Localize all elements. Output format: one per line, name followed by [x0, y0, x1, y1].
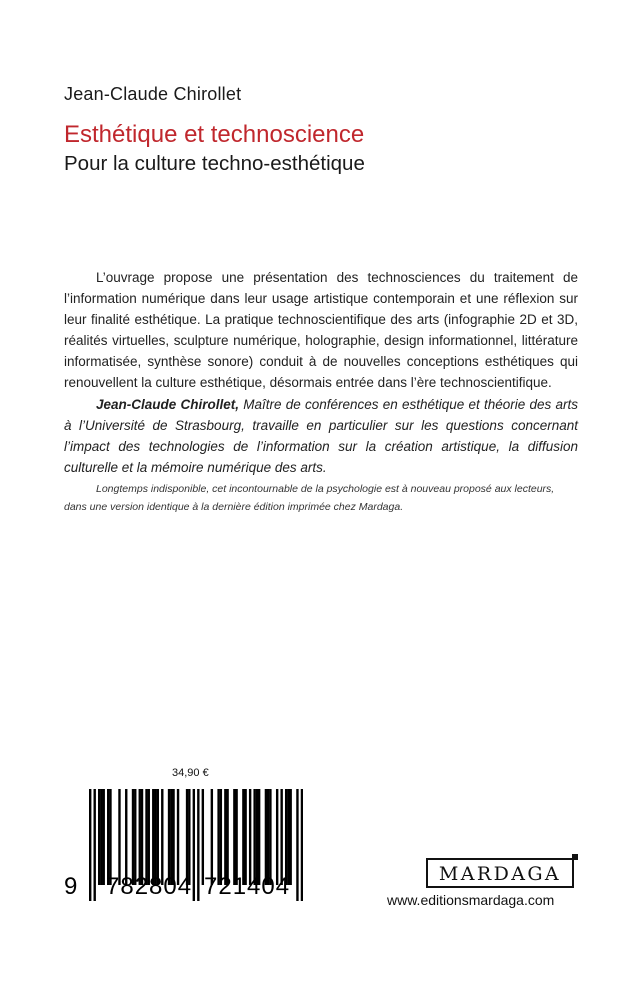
edition-note: Longtemps indisponible, cet incontournable de la psychologie est à nouveau proposé aux lecteurs, dans une version identique à la dernière édition imprimée chez Mardaga.: [64, 483, 555, 513]
author-name: Jean-Claude Chirollet: [64, 84, 242, 104]
price: 34,90 €: [172, 767, 209, 779]
barcode-bar: [154, 789, 156, 885]
isbn-digits: [64, 873, 304, 903]
barcode-bar: [157, 789, 159, 885]
barcode-bar: [256, 789, 258, 885]
barcode-bar: [145, 789, 147, 885]
barcode-bar: [242, 789, 244, 885]
barcode-bar: [109, 789, 111, 885]
barcode-bar: [276, 789, 278, 885]
barcode-bar: [98, 789, 100, 885]
barcode-bar: [152, 789, 154, 885]
barcode-bar: [253, 789, 255, 885]
barcode-bar: [244, 789, 246, 885]
barcode-bar: [265, 789, 267, 885]
barcode-bar: [202, 789, 204, 885]
author-bio-name: Jean-Claude Chirollet,: [96, 397, 240, 412]
book-subtitle: Pour la culture techno-esthétique: [64, 152, 365, 175]
isbn-right-group: 721404: [204, 873, 291, 900]
barcode-bar: [217, 789, 219, 885]
barcode-bar: [141, 789, 143, 885]
barcode-bar: [107, 789, 109, 885]
barcode-bar: [287, 789, 289, 885]
publisher-website: www.editionsmardaga.com: [387, 892, 555, 908]
barcode-bar: [267, 789, 269, 885]
publisher-logo-text: MARDAGA: [438, 863, 562, 885]
barcode-bar: [233, 789, 235, 885]
barcode-bar: [177, 789, 179, 885]
barcode-bar: [224, 789, 226, 885]
barcode-bar: [289, 789, 291, 885]
author-bio: [64, 394, 578, 478]
barcode-bar: [249, 789, 251, 885]
book-description: L’ouvrage propose une présentation des technosciences du traitement de l’information numérique dans leur usage artistique contemporain et une réflexion sur leur finalité esthétique. La pratique technoscientifique des arts (infographie 2D et 3D, réalités virtuelles, sculpture numérique, holographie, design informationnel, littérature informatisée, synthèse sonore) conduit à de nouvelles conceptions esthétiques qui renouvellent la culture esthétique, désormais entrée dans l’ère technoscientifique.: [64, 270, 578, 390]
barcode-bar: [269, 789, 271, 885]
isbn-first-digit: 9: [64, 873, 79, 900]
barcode-bar: [220, 789, 222, 885]
barcode-bar: [134, 789, 136, 885]
barcode-bar: [100, 789, 102, 885]
barcode-bar: [211, 789, 213, 885]
barcode-bar: [125, 789, 127, 885]
barcode-bar: [226, 789, 228, 885]
logo-dot-icon: [572, 854, 578, 860]
barcode-bar: [186, 789, 188, 885]
barcode-bar: [172, 789, 174, 885]
barcode-bar: [285, 789, 287, 885]
barcode-bar: [168, 789, 170, 885]
barcode-bar: [132, 789, 134, 885]
barcode-bar: [170, 789, 172, 885]
isbn-left-group: 782804: [106, 873, 193, 900]
book-title: Esthétique et technoscience: [64, 121, 365, 148]
barcode-bar: [258, 789, 260, 885]
barcode-bar: [118, 789, 120, 885]
barcode-bar: [139, 789, 141, 885]
barcode-bar: [235, 789, 237, 885]
author-bio-text: Maître de conférences en esthétique et théorie des arts à l’Université de Strasbourg, travaille en particulier sur les questions concernant l’impact des technologies de l’information sur la création artistique, la diffusion culturelle et la mémoire numérique des arts.: [64, 397, 579, 475]
barcode-bar: [103, 789, 105, 885]
barcode-bar: [161, 789, 163, 885]
barcode-bar: [280, 789, 282, 885]
barcode-bar: [148, 789, 150, 885]
publisher-logo: [426, 858, 574, 888]
barcode-bar: [188, 789, 190, 885]
